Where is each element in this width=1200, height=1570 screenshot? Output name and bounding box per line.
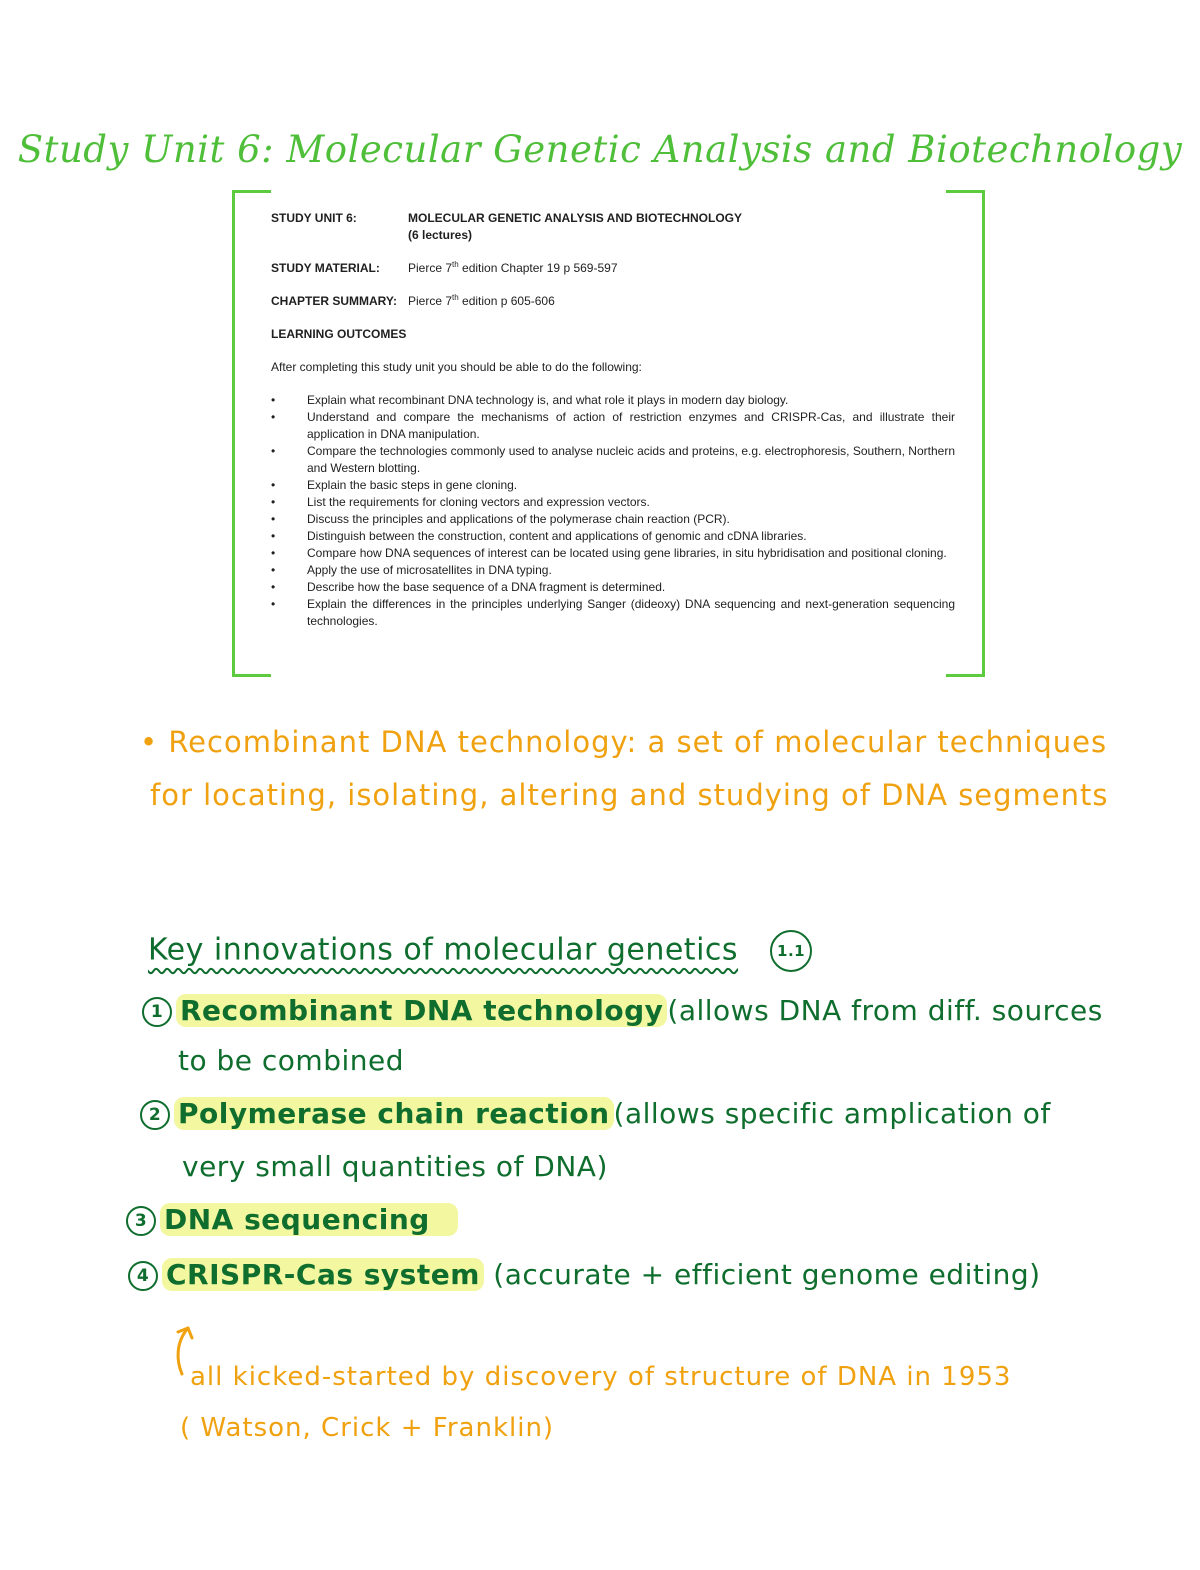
lectures-count: (6 lectures) — [408, 228, 473, 242]
innovation-item-1-cont: to be combined — [178, 1044, 405, 1077]
section-badge: 1.1 — [770, 930, 812, 972]
summary-row — [271, 293, 955, 310]
page-title: Study Unit 6: Molecular Genetic Analysis and Biotechnology — [17, 128, 1183, 171]
material-label: STUDY MATERIAL: — [271, 261, 380, 275]
left-bracket — [232, 190, 271, 677]
innovation-item-2-cont: very small quantities of DNA) — [182, 1150, 608, 1183]
material-row — [271, 260, 955, 277]
list-item: • Distinguish between the construction, content and applications of genomic and cDNA libraries. — [271, 529, 807, 543]
outcomes-list — [271, 392, 955, 630]
outcomes-intro: After completing this study unit you should be able to do the following: — [271, 360, 642, 374]
summary-value: Pierce 7th edition p 605-606 — [408, 293, 555, 308]
list-item: • Apply the use of microsatellites in DNA typing. — [271, 563, 552, 577]
footnote-line-1: all kicked-started by discovery of structure of DNA in 1953 — [190, 1362, 1012, 1392]
list-item: • Understand and compare the mechanisms of action of restriction enzymes and CRISPR-Cas, and illustrate their application in DNA manipulation. — [271, 410, 955, 441]
list-item: • Describe how the base sequence of a DNA fragment is determined. — [271, 580, 666, 594]
innovations-heading: Key innovations of molecular genetics 1.1 — [148, 930, 816, 972]
list-item: • Explain the basic steps in gene cloning. — [271, 478, 518, 492]
innovation-item-1: 1 Recombinant DNA technology (allows DNA from diff. sources — [142, 994, 1103, 1027]
innovation-item-3: 3 DNA sequencing — [126, 1203, 458, 1236]
highlight: CRISPR-Cas system — [162, 1258, 484, 1291]
list-item: • Discuss the principles and applications of the polymerase chain reaction (PCR). — [271, 512, 730, 526]
list-item: • Explain what recombinant DNA technology is, and what role it plays in modern day biology. — [271, 393, 789, 407]
list-item: • Explain the differences in the principles underlying Sanger (dideoxy) DNA sequencing and next-generation sequencing technologies. — [271, 597, 955, 628]
study-unit-excerpt — [271, 210, 955, 630]
unit-row — [271, 210, 955, 244]
definition-line-2: for locating, isolating, altering and studying of DNA segments — [150, 778, 1109, 812]
unit-label: STUDY UNIT 6: — [271, 211, 357, 225]
material-value: Pierce 7th edition Chapter 19 p 569-597 — [408, 260, 618, 275]
innovation-item-4: 4 CRISPR-Cas system (accurate + efficient genome editing) — [128, 1258, 1041, 1291]
footnote-line-2: ( Watson, Crick + Franklin) — [180, 1413, 555, 1443]
list-item: • Compare how DNA sequences of interest can be located using gene libraries, in situ hybridisation and positional cloning. — [271, 546, 947, 560]
list-item: • Compare the technologies commonly used to analyse nucleic acids and proteins, e.g. electrophoresis, Southern, Northern and Western blotting. — [271, 444, 955, 475]
learning-outcomes-heading: LEARNING OUTCOMES — [271, 327, 407, 341]
summary-label: CHAPTER SUMMARY: — [271, 294, 397, 308]
highlight: Recombinant DNA technology — [176, 994, 667, 1027]
highlight: Polymerase chain reaction — [174, 1097, 614, 1130]
list-item: • List the requirements for cloning vectors and expression vectors. — [271, 495, 650, 509]
innovation-item-2: 2 Polymerase chain reaction (allows specific amplication of — [140, 1097, 1051, 1130]
unit-title: MOLECULAR GENETIC ANALYSIS AND BIOTECHNOLOGY — [408, 211, 743, 225]
definition-line-1: • Recombinant DNA technology: a set of molecular techniques — [140, 725, 1108, 759]
highlight: DNA sequencing — [160, 1203, 458, 1236]
